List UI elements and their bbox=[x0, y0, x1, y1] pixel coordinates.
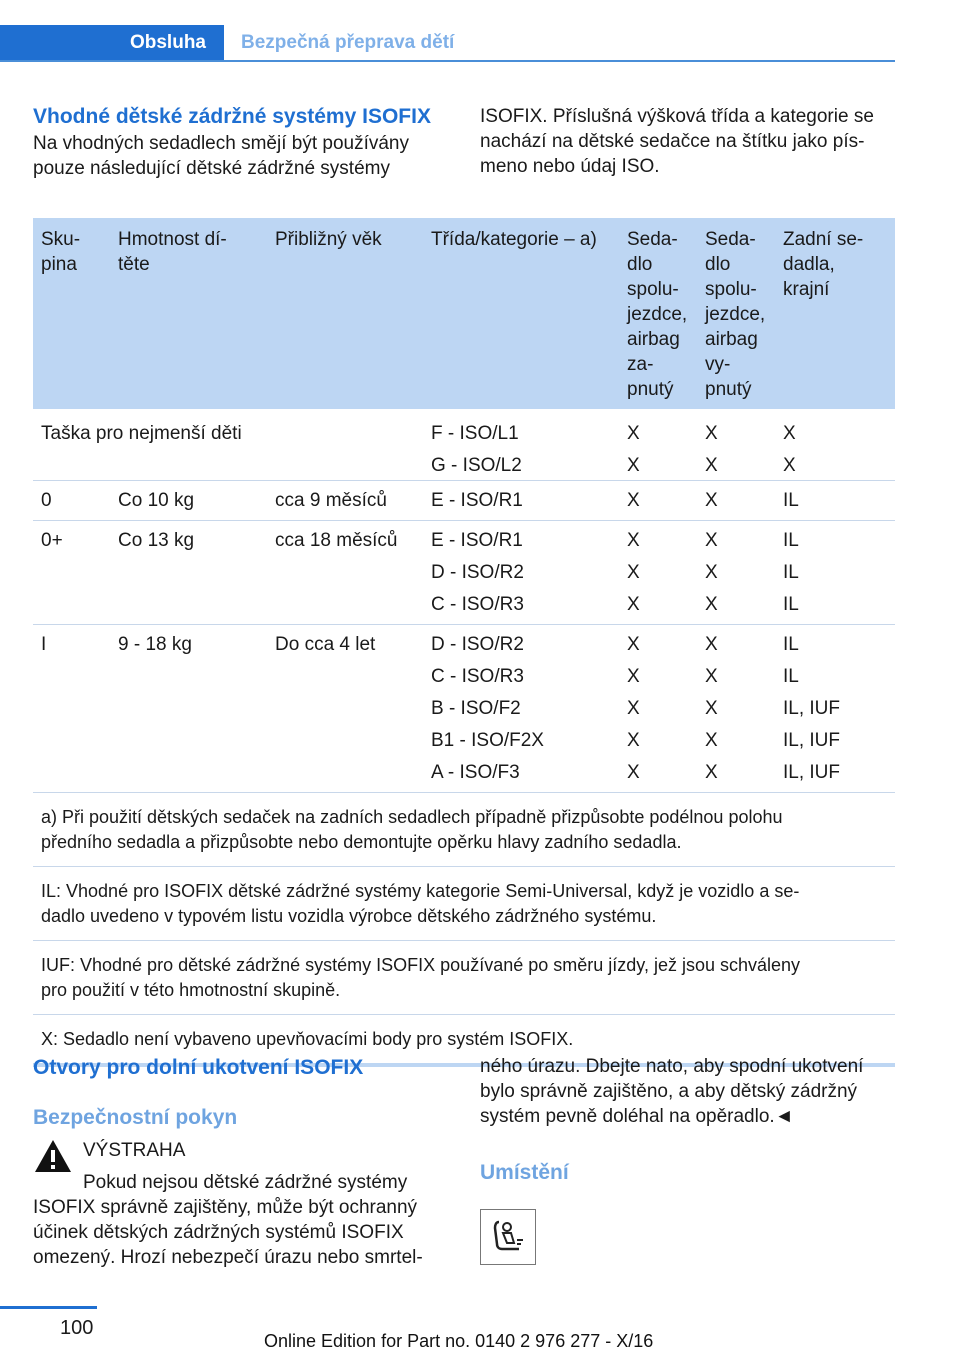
table-note-iuf: IUF: Vhodné pro dětské zádržné systémy ISOFIX používané po směru jízdy, jež jsou schváleny pro použití v této hmotnostní skupině. bbox=[33, 941, 895, 1015]
cell-group: I bbox=[41, 634, 47, 655]
isofix-table bbox=[33, 218, 895, 1067]
cell-airbag-on: X X bbox=[627, 423, 640, 476]
cell-age: Do cca 4 let bbox=[275, 634, 376, 655]
lower-right-column bbox=[480, 1054, 895, 1265]
table-note-il: IL: Vhodné pro ISOFIX dětské zádržné systémy kategorie Semi-Universal, když je vozidlo a se- dadlo uvedeno v typovém listu vozidla výrobce dětského zádržného systému. bbox=[33, 867, 895, 941]
section-heading-anchorage: Otvory pro dolní ukotvení ISOFIX bbox=[33, 1056, 364, 1079]
text-line: pouze následující dětské zádržné systémy bbox=[33, 158, 390, 179]
cell-group: 0+ bbox=[41, 530, 63, 551]
header-rear-outer: Zadní se- dadla, krajní bbox=[783, 229, 864, 300]
subheading-placement: Umístění bbox=[480, 1161, 569, 1184]
page-number: 100 bbox=[60, 1317, 94, 1339]
footer-edition: Online Edition for Part no. 0140 2 976 277 - X/16 bbox=[264, 1331, 654, 1351]
text-line: Na vhodných sedadlech smějí být používány bbox=[33, 133, 409, 154]
header-passenger-airbag-on: Seda- dlo spolu- jezdce, airbag za- pnutý bbox=[627, 229, 688, 400]
cell-class: F - ISO/L1 G - ISO/L2 bbox=[431, 423, 522, 476]
cell-airbag-on: X X X bbox=[627, 530, 640, 615]
cell-class: E - ISO/R1 D - ISO/R2 C - ISO/R3 bbox=[431, 530, 524, 615]
intro-text-right bbox=[480, 104, 895, 179]
cell-rear: X X bbox=[783, 423, 796, 476]
cell-airbag-off: X X X X X bbox=[705, 634, 718, 783]
cell-group: 0 bbox=[41, 490, 52, 511]
warning-block bbox=[33, 1138, 453, 1270]
subheading-safety: Bezpečnostní pokyn bbox=[33, 1106, 238, 1129]
cell-weight: Co 10 kg bbox=[118, 490, 195, 511]
warning-text: ISOFIX správně zajištěny, může být ochranný účinek dětských zádržných systémů ISOFIX omezený. Hrozí nebezpečí úrazu nebo smrtel- bbox=[33, 1197, 423, 1268]
warning-first-line: Pokud nejsou dětské zádržné systémy bbox=[83, 1172, 408, 1193]
cell-rear: IL bbox=[783, 490, 799, 511]
header-passenger-airbag-off: Seda- dlo spolu- jezdce, airbag vy- pnutý bbox=[705, 229, 766, 400]
cell-airbag-on: X X X X X bbox=[627, 634, 640, 783]
header-group: Sku- pina bbox=[41, 229, 81, 275]
cell-airbag-off: X bbox=[705, 490, 718, 511]
cell-rear: IL IL IL, IUF IL, IUF IL, IUF bbox=[783, 634, 841, 783]
page-number-rule bbox=[0, 1306, 97, 1309]
header-weight: Hmotnost dí- těte bbox=[118, 229, 227, 275]
cell-age: cca 9 měsíců bbox=[275, 490, 387, 511]
isofix-symbol-icon bbox=[480, 1209, 536, 1265]
cell-airbag-off: X X X bbox=[705, 530, 718, 615]
text-line: ISOFIX. Příslušná výšková třída a kategorie se bbox=[480, 106, 874, 127]
table-note-x: X: Sedadlo není vybaveno upevňovacími body pro systém ISOFIX. bbox=[33, 1015, 895, 1067]
warning-triangle-icon bbox=[33, 1138, 73, 1174]
section-heading-isofix: Vhodné dětské zádržné systémy ISOFIX bbox=[33, 105, 431, 128]
warning-title: VÝSTRAHA bbox=[83, 1140, 186, 1161]
cell-rear: IL IL IL bbox=[783, 530, 799, 615]
text-line: meno nebo údaj ISO. bbox=[480, 156, 660, 177]
cell-class: E - ISO/R1 bbox=[431, 490, 523, 511]
cell-class: D - ISO/R2 C - ISO/R3 B - ISO/F2 B1 - ISO/F2X A - ISO/F3 bbox=[431, 634, 544, 783]
table-row bbox=[33, 481, 895, 521]
warning-continuation: ného úrazu. Dbejte nato, aby spodní ukotvení bylo správně zajištěno, a aby dětský zádržný systém pevně doléhal na opěradlo.◄ bbox=[480, 1056, 864, 1127]
table-row bbox=[33, 625, 895, 793]
cell-age: cca 18 měsíců bbox=[275, 530, 398, 551]
cell-airbag-off: X X bbox=[705, 423, 718, 476]
table-row bbox=[33, 409, 895, 481]
intro-text-left bbox=[33, 131, 453, 181]
tab-obsluha[interactable]: Obsluha bbox=[0, 25, 224, 60]
header-age: Přibližný věk bbox=[275, 229, 382, 250]
table-note-a: a) Při použití dětských sedaček na zadních sedadlech případně přizpůsobte podélnou polohu předního sedadla a přizpůsobte nebo demontujte opěrku hlavy zadního sedadla. bbox=[33, 793, 895, 867]
table-row bbox=[33, 521, 895, 625]
text-line: nachází na dětské sedačce na štítku jako pís- bbox=[480, 131, 865, 152]
tab-bezpecna-preprava[interactable]: Bezpečná přeprava dětí bbox=[241, 32, 455, 53]
table-header bbox=[33, 218, 895, 409]
intro-right-column bbox=[480, 104, 895, 179]
header-class: Třída/kategorie – a) bbox=[431, 229, 597, 250]
header-bar bbox=[0, 25, 895, 62]
cell-weight: 9 - 18 kg bbox=[118, 634, 192, 655]
cell-airbag-on: X bbox=[627, 490, 640, 511]
intro-left-column bbox=[33, 104, 453, 181]
lower-left-column bbox=[33, 1054, 453, 1270]
cell-weight: Co 13 kg bbox=[118, 530, 195, 551]
cell-group: Taška pro nejmenší děti bbox=[41, 423, 242, 444]
